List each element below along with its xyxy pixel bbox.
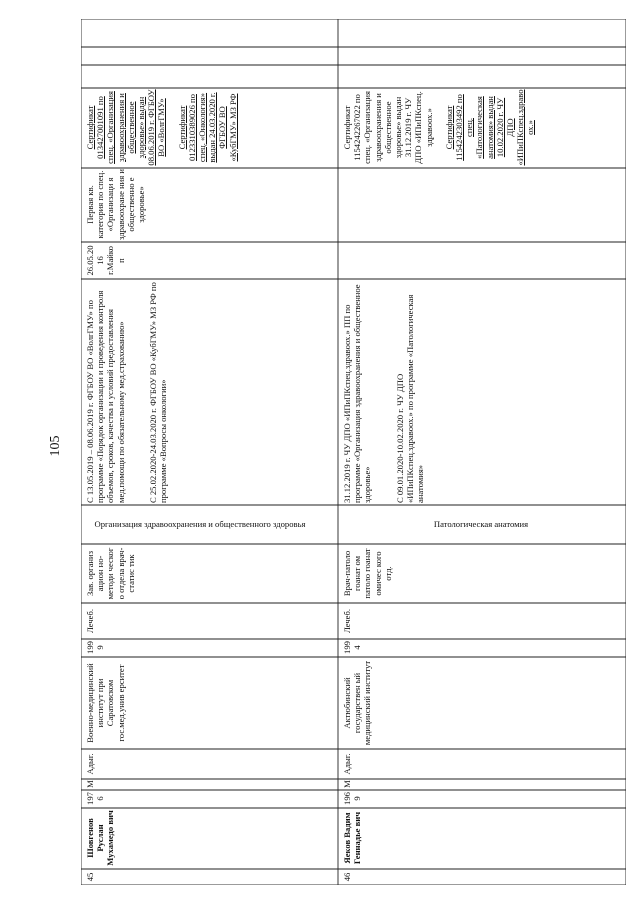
certification-date: 26.05.20 16 г.Майко п [85, 245, 126, 276]
qualification-category: Первая кв. категория по спец. «Организаци я здравоохране ния и общественно е здоровье» [85, 169, 147, 240]
certificate-entry: Сертификат 1154242303492 по спец. «Патологическая анатомия» выдан 10.02.2020 г. ЧУ ДПО «ИПиПКспец.здравоох.» [443, 89, 536, 166]
graduation-year: 1994 [342, 641, 363, 654]
sex: М [85, 780, 95, 788]
row-number: 45 [85, 872, 95, 882]
position: Врач-патоло гоанат ом патоло гоанат омичес кого отд. [342, 548, 393, 599]
position: Зав. организ ацион но-методи ческог о отдела врач-статис тик [85, 547, 136, 600]
specialty: Лечеб. [342, 608, 352, 634]
specialty: Лечеб. [85, 608, 95, 634]
field-of-work: Патологическая анатомия [433, 519, 529, 529]
certificate-entry: Сертификат 013427001091 по спец. «Организация здравоохранения и общественное здоровье» выдан 08.06.2019 г. ФГБОУ ВО «ВолгГМУ» [85, 89, 167, 166]
rotated-table-page [81, 19, 626, 885]
row-number: 46 [342, 872, 352, 882]
certificates-block [342, 89, 536, 166]
education: Актюбинский государствен ый медицинский институт [342, 660, 373, 746]
certificate-entry: Сертификат 0123310389026 по спец. «Онкология» выдан 24.03.2020 г. ФГБОУ ВО «КубГМУ» МЗ РФ [176, 92, 238, 163]
employee-name: Яеков Вадим Геннадье вич [342, 811, 363, 865]
staff-table [81, 19, 626, 885]
training-entry: С 25.02.2020-24.03.2020 г. ФГБОУ ВО «КубГМУ» МЗ РФ по программе «Вопросы онкологии» [147, 282, 169, 503]
training-block [85, 281, 168, 503]
training-block [342, 281, 425, 503]
birth-year: 1976 [85, 792, 106, 805]
education: Военно-медицинский институт при Саратовском гос.мед.унив ерситет [85, 663, 126, 743]
sex: М [342, 780, 352, 788]
nationality: Адыг. [85, 753, 95, 775]
field-of-work: Организация здравоохранения и общественного здоровья [94, 519, 306, 529]
nationality: Адыг. [342, 753, 352, 775]
training-entry: 31.12.2019 г. ЧУ ДПО «ИПиПКспец.здравоох.» ПП по программе «Организация здравоохранения и общественное здоровье» [342, 284, 373, 503]
employee-name: Шовгенов Руслан Мухамедо вич [85, 810, 116, 866]
training-entry: С 13.05.2019 – 08.06.2019 г. ФГБОУ ВО «ВолгГМУ» по программе «Порядок организации и проведения контроля объемов, сроков, качества и условий предоставления мед.помощи по обязательному мед.страхованию» [85, 290, 126, 503]
birth-year: 1969 [342, 792, 363, 805]
graduation-year: 1999 [85, 641, 106, 654]
certificate-entry: Сертификат 1154242267022 по спец. «Организация здравоохранения и общественное здоровье» выдан 31.12.2019 г. ЧУ ДПО «ИПиПКспец. здравоох.» [342, 91, 434, 164]
certificates-block [85, 89, 238, 166]
page-number: 105 [48, 435, 63, 457]
training-entry: С 09.01.2020-10.02.2020 г. ЧУ ДПО «ИПиПКспец.здравоох.» по программе «Патологическая анатомия» [394, 294, 426, 503]
